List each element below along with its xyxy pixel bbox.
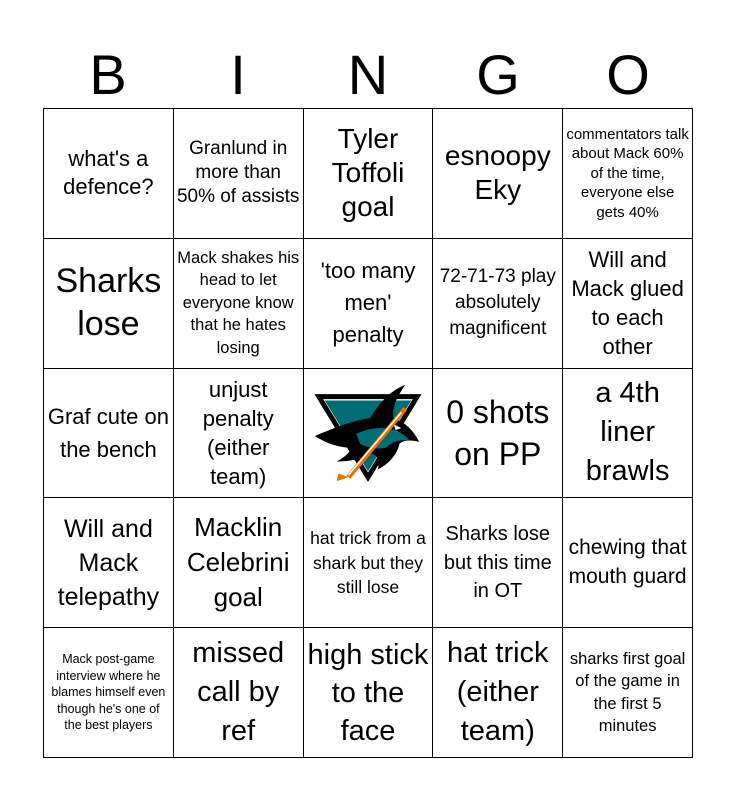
bingo-cell[interactable]	[44, 239, 174, 369]
cell-text: chewing that mouth guard	[568, 536, 687, 588]
bingo-cell[interactable]	[44, 109, 174, 239]
bingo-cell[interactable]	[563, 369, 693, 499]
header-letter-i: I	[230, 43, 246, 106]
bingo-header	[43, 40, 693, 110]
cell-text: Granlund in more than 50% of assists	[176, 138, 300, 208]
cell-text: 'too many men' penalty	[320, 258, 416, 348]
cell-text: hat trick (either team)	[447, 637, 549, 748]
bingo-cell[interactable]	[304, 498, 434, 628]
cell-text: Macklin Celebrini goal	[186, 512, 290, 613]
bingo-cell[interactable]	[563, 109, 693, 239]
cell-text: Mack shakes his head to let everyone know that he hates losing	[177, 248, 300, 357]
bingo-cell[interactable]	[433, 498, 563, 628]
bingo-cell[interactable]	[433, 628, 563, 758]
cell-text: Sharks lose	[55, 262, 162, 344]
bingo-card	[43, 108, 693, 758]
bingo-cell[interactable]	[174, 239, 304, 369]
cell-text: hat trick from a shark but they still lose	[310, 528, 426, 598]
cell-text: high stick to the face	[307, 638, 429, 747]
header-letter-g: G	[476, 43, 520, 106]
cell-text: Will and Mack glued to each other	[571, 247, 684, 360]
bingo-cell[interactable]	[174, 109, 304, 239]
header-letter-o: O	[606, 43, 650, 106]
free-space[interactable]	[304, 369, 434, 499]
cell-text: Sharks lose but this time in OT	[443, 523, 552, 603]
bingo-cell[interactable]	[433, 109, 563, 239]
cell-text: 0 shots on PP	[446, 393, 550, 472]
bingo-cell[interactable]	[174, 628, 304, 758]
bingo-cell[interactable]	[44, 628, 174, 758]
cell-text: a 4th liner brawls	[585, 377, 670, 488]
bingo-cell[interactable]	[44, 498, 174, 628]
header-letter-n: N	[347, 43, 389, 106]
bingo-cell[interactable]	[304, 239, 434, 369]
cell-text: what's a defence?	[63, 146, 154, 200]
header-letter-b: B	[89, 43, 127, 106]
cell-text: commentators talk about Mack 60% of the time, everyone else gets 40%	[566, 125, 689, 221]
cell-text: esnoopy Eky	[444, 140, 551, 206]
cell-text: sharks first goal of the game in the first 5 minutes	[569, 649, 686, 736]
cell-text: Tyler Toffoli goal	[331, 123, 405, 223]
bingo-cell[interactable]	[174, 369, 304, 499]
bingo-cell[interactable]	[304, 109, 434, 239]
bingo-cell[interactable]	[563, 498, 693, 628]
bingo-cell[interactable]	[433, 369, 563, 499]
bingo-cell[interactable]	[563, 239, 693, 369]
cell-text: Mack post-game interview where he blames himself even though he's one of the best players	[51, 652, 166, 733]
sharks-logo-icon	[309, 378, 427, 488]
bingo-cell[interactable]	[304, 628, 434, 758]
cell-text: Graf cute on the bench	[47, 403, 169, 462]
cell-text: unjust penalty (either team)	[202, 376, 274, 489]
cell-text: 72-71-73 play absolutely magnificent	[439, 266, 556, 340]
bingo-cell[interactable]	[563, 628, 693, 758]
cell-text: missed call by ref	[192, 637, 285, 748]
bingo-cell[interactable]	[433, 239, 563, 369]
bingo-cell[interactable]	[174, 498, 304, 628]
cell-text: Will and Mack telepathy	[57, 514, 160, 611]
bingo-cell[interactable]	[44, 369, 174, 499]
